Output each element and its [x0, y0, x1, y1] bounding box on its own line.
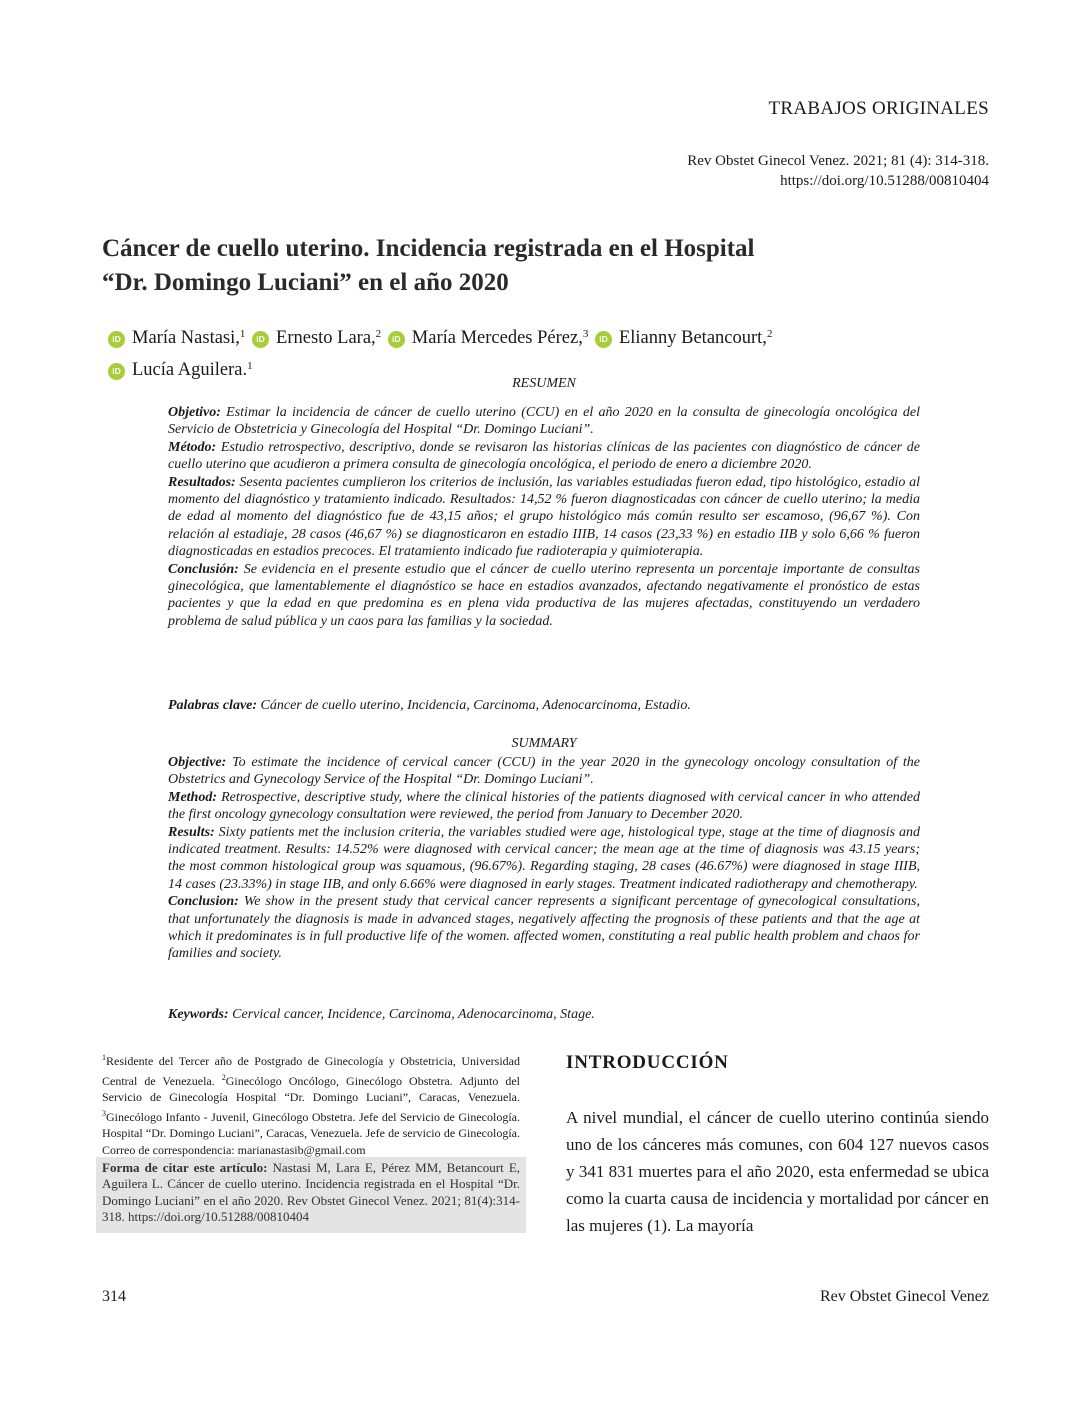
author-name: Elianny Betancourt,: [618, 328, 767, 348]
resumen-objetivo: Objetivo: Estimar la incidencia de cáncer de cuello uterino (CCU) en el año 2020 en la consulta de ginecología oncológica del Servicio de Obstetricia y Ginecología del Hospital “Dr. Domingo Luciani”.: [168, 405, 920, 438]
results-label: Results:: [168, 824, 215, 840]
resultados-label: Resultados:: [168, 474, 236, 490]
affiliation-footnote: $^1$Residente del Tercer año de Postgrado de Ginecología y Obstetricia, Universidad Central de Venezuela. $^2$Ginecólogo Oncólogo, Ginecólogo Obstetra. Adjunto del Servicio de Ginecología Hospital “Dr. Domingo Luciani”, Caracas, Venezuela. $^3$Ginecólogo Infanto - Juvenil, Ginecólogo Obstetra. Jefe del Servicio de Ginecología. Hospital “Dr. Domingo Luciani”, Caracas, Venezuela. Jefe de servicio de Ginecología. Correo de correspondencia: marianastasib@gmail.com: [102, 1053, 520, 1157]
resumen-metodo: Método: Estudio retrospectivo, descriptivo, donde se revisaron las historias clínicas de las pacientes con diagnóstico de cáncer de cuello uterino que acudieron a primera consulta de ginecología oncológica, el periodo de enero a diciembre 2020.: [168, 439, 920, 473]
author: [252, 320, 381, 352]
resumen-abstract: [168, 404, 920, 630]
affiliation-marker: 1: [239, 328, 246, 340]
title-line-2: “Dr. Domingo Luciani” en el año 2020: [102, 269, 509, 296]
author: [388, 320, 589, 352]
summary-results: Results: Sixty patients met the inclusion criteria, the variables studied were age, histological type, stage at the time of diagnosis and indicated treatment. Results: 14.52% were diagnosed with cervical cancer; the mean age at the time of diagnosis was 43.15 years; the most common histological group was squamous, (96.67%). Regarding staging, 28 cases (46.67%) were diagnosed in stage IIIB, 14 cases (23.33%) in stage IIB, and only 6.66% were diagnosed in early stages. Treatment indicated radiotherapy and chemotherapy.: [168, 824, 921, 892]
how-to-cite-label: Forma de citar este artículo:: [102, 1160, 268, 1175]
objective-label: Objective:: [168, 755, 227, 770]
author-name: María Mercedes Pérez,: [411, 328, 583, 348]
orcid-icon[interactable]: iD: [108, 363, 125, 380]
orcid-icon[interactable]: iD: [252, 331, 269, 348]
orcid-icon[interactable]: iD: [388, 331, 405, 348]
citation-line: Rev Obstet Ginecol Venez. 2021; 81 (4): 314-318.: [687, 153, 989, 169]
journal-citation: [500, 151, 989, 191]
resumen-heading: RESUMEN: [512, 376, 576, 391]
doi-link[interactable]: https://doi.org/10.51288/00810404: [780, 173, 989, 189]
author-name: Ernesto Lara,: [276, 328, 376, 348]
section-label: TRABAJOS ORIGINALES: [768, 98, 989, 119]
introduction-heading: INTRODUCCIÓN: [566, 1052, 729, 1073]
affiliation-marker: 2: [375, 328, 382, 340]
conclusion-label-en: Conclusion:: [168, 894, 239, 910]
author: [108, 320, 245, 352]
resumen-resultados: Resultados: Sesenta pacientes cumplieron los criterios de inclusión, las variables estudiadas fueron edad, tipo histológico, estadio al momento del diagnóstico y tratamiento indicado. Resultados: 14,52 % fueron diagnosticadas con cáncer de cuello uterino; la media de edad al momento del diagnóstico fue de 43,15 años; el grupo histológico más común resulto ser escamoso, (96,67 %). Con relación al estadiaje, 28 casos (46,67 %) se diagnosticaron en estadio IIIB, 14 casos (23,33 %) en estadio IIB y solo 6,66 % fueron diagnosticadas en estadios precoces. El tratamiento indicado fue radioterapia y quimioterapia.: [168, 474, 920, 560]
palabras-clave: Palabras clave: Cáncer de cuello uterino, Incidencia, Carcinoma, Adenocarcinoma, Estadio.: [168, 698, 691, 713]
how-to-cite-box: Forma de citar este artículo: Nastasi M, Lara E, Pérez MM, Betancourt E, Aguilera L. Cáncer de cuello uterino. Incidencia registrada en el Hospital “Dr. Domingo Luciani” en el año 2020. Rev Obstet Ginecol Venez. 2021; 81(4):314-318. https://doi.org/10.51288/00810404: [96, 1157, 526, 1233]
affiliation-marker: 3: [582, 328, 589, 340]
conclusion-label: Conclusión:: [168, 561, 239, 577]
page-number: 314: [102, 1288, 126, 1305]
objetivo-label: Objetivo:: [168, 405, 221, 420]
author-name: Lucía Aguilera.: [132, 360, 248, 380]
summary-abstract: [168, 754, 920, 963]
method-label: Method:: [168, 789, 217, 805]
summary-method: Method: Retrospective, descriptive study, where the clinical histories of the patients diagnosed with cervical cancer in who attended the first oncology gynecology consultation were reviewed, the period from January to December 2020.: [168, 789, 920, 823]
orcid-icon[interactable]: iD: [595, 331, 612, 348]
introduction-text: A nivel mundial, el cáncer de cuello uterino continúa siendo uno de los cánceres más comunes, con 604 127 nuevos casos y 341 831 muertes para el año 2020, esta enfermedad se ubica como la cuarta causa de incidencia y mortalidad por cáncer en las mujeres (1). La mayoría: [566, 1108, 989, 1235]
summary-heading: SUMMARY: [511, 736, 577, 751]
article-title: [102, 232, 982, 300]
journal-footer: Rev Obstet Ginecol Venez: [820, 1288, 989, 1305]
keywords: Keywords: Cervical cancer, Incidence, Carcinoma, Adenocarcinoma, Stage.: [168, 1007, 595, 1022]
summary-conclusion: Conclusion: We show in the present study that cervical cancer represents a significant percentage of gynecological consultations, that unfortunately the diagnosis is made in advanced stages, negatively affecting the prognosis of these patients and that the age at which it predominates is in full productive life of the women. affected women, constituting a real public health problem and chaos for families and society.: [168, 894, 920, 962]
author-list: [108, 320, 988, 384]
author: [595, 320, 772, 352]
palabras-clave-label: Palabras clave:: [168, 698, 258, 713]
keywords-label: Keywords:: [168, 1007, 229, 1022]
affiliation-marker: 2: [766, 328, 773, 340]
summary-objective: Objective: To estimate the incidence of cervical cancer (CCU) in the year 2020 in the gynecology oncology consultation of the Obstetrics and Gynecology Service of the Hospital “Dr. Domingo Luciani”.: [168, 755, 920, 788]
resumen-conclusion: Conclusión: Se evidencia en el presente estudio que el cáncer de cuello uterino representa un porcentaje importante de consultas ginecológica, que lamentablemente el diagnóstico se hace en estadios avanzados, afectando negativamente el pronóstico de estas pacientes y que la edad en que predomina es en plena vida productiva de las mujeres afectadas, constituyendo un verdadero problema de salud pública y un caos para las familias y la sociedad.: [168, 561, 920, 629]
title-line-1: Cáncer de cuello uterino. Incidencia registrada en el Hospital: [102, 235, 755, 262]
author-name: María Nastasi,: [132, 328, 240, 348]
metodo-label: Método:: [168, 439, 217, 455]
orcid-icon[interactable]: iD: [108, 331, 125, 348]
affiliation-marker: 1: [247, 360, 253, 372]
